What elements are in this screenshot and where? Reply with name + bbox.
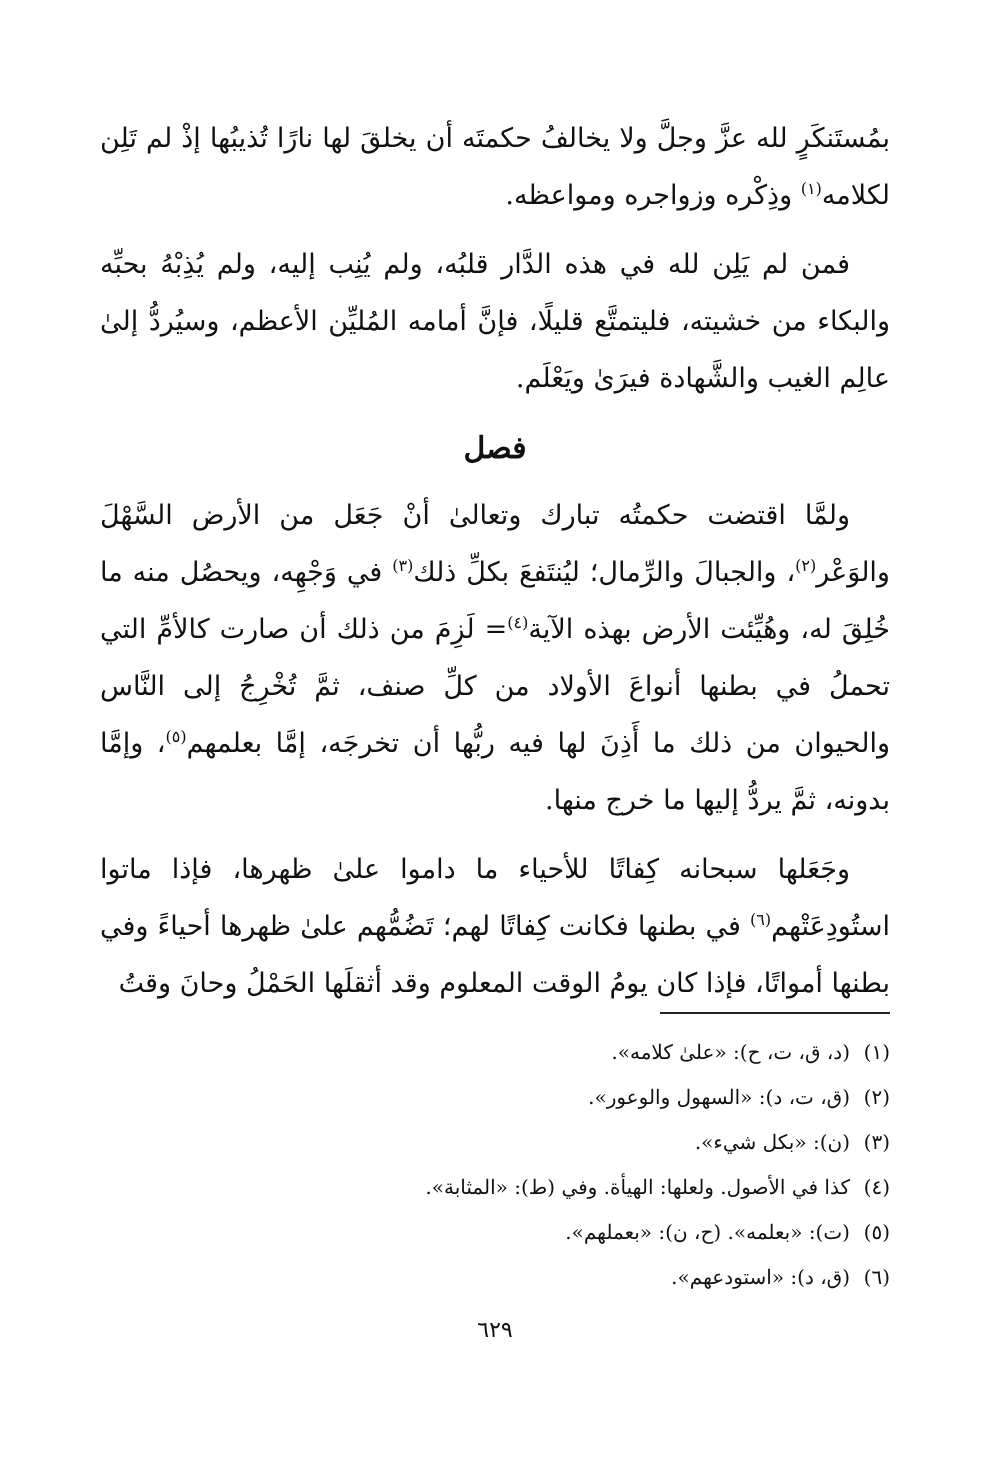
paragraph-4-part-b: في بطنها فكانت كِفاتًا لهم؛ تَضُمُّهم علىٰ ظهرها أحياءً وفي بطنها أمواتًا، فإذا كان يومُ الوقت المعلوم وقد أثقلَها الحَمْلُ وحانَ وقتُ [100,911,890,999]
footnote-6-text: (ق، د): «استودعهم». [671,1265,850,1289]
footnote-3-number: (٣) [863,1130,890,1154]
paragraph-4-part-a: وجَعَلها سبحانه كِفاتًا للأحياء ما داموا علىٰ ظهرها، فإذا ماتوا استُودِعَتْهم [100,854,890,942]
footnote-5-text: (ت): «بعلمه». (ح، ن): «بعملهم». [565,1220,850,1244]
footnote-2-text: (ق، ت، د): «السهول والوعور». [588,1085,850,1109]
footnote-5-number: (٥) [863,1220,890,1244]
footnote-2-number: (٢) [863,1085,890,1109]
paragraph-4 [100,841,890,1012]
paragraph-3-part-c: في وَجْهِه، ويحصُل منه ما خُلِقَ له، وهُيِّئت الأرض بهذه الآية [100,557,890,645]
footnote-3-text: (ن): «بكل شيء». [694,1130,850,1154]
page-body [100,110,890,1024]
paragraph-1-tail: وذِكْره وزواجره ومواعظه. [505,180,793,211]
paragraph-2: فمن لم يَلِن لله في هذه الدَّار قلبُه، ولم يُنِب إليه، ولم يُذِبْهُ بحبِّه والبكاء من خشيته، فليتمتَّع قليلًا، فإنَّ أمامه المُليِّن الأعظم، وسيُردُّ إلىٰ عالِم الغيب والشَّهادة فيرَىٰ ويَعْلَم. [100,249,890,394]
footnote-ref-6[interactable]: (٦) [749,910,772,929]
paragraph-1-text: بمُستَنكَرٍ لله عزَّ وجلَّ ولا يخالفُ حكمتَه أن يخلقَ لها نارًا تُذيبُها إذْ لم تَلِن لكلامه [100,123,890,211]
paragraph-3-part-b: ، والجبالَ والرِّمال؛ ليُنتَفعَ بكلِّ ذلك [413,557,796,588]
footnote-1 [100,1030,890,1075]
footnote-2 [100,1075,890,1120]
footnote-ref-3[interactable]: (٣) [392,556,414,575]
footnote-divider [660,1012,890,1014]
footnote-3 [100,1120,890,1165]
footnote-5 [100,1210,890,1255]
footnote-6 [100,1255,890,1300]
paragraph-3-part-a: ولمَّا اقتضت حكمتُه تبارك وتعالىٰ أنْ جَعَل من الأرض السَّهْلَ والوَعْر [100,500,890,588]
footnote-1-text: (د، ق، ت، ح): «علىٰ كلامه». [611,1040,850,1064]
footnote-6-number: (٦) [863,1265,890,1289]
footnote-ref-5[interactable]: (٥) [165,727,187,746]
footnote-ref-2[interactable]: (٢) [795,556,817,575]
page-number: ٦٢٩ [477,1318,513,1343]
footnote-4-text: كذا في الأصول. ولعلها: الهيأة. وفي (ط): «المثابة». [425,1175,850,1199]
footnotes-list [100,1030,890,1300]
paragraph-3 [100,487,890,829]
footnote-1-number: (١) [863,1040,890,1064]
footnote-4 [100,1165,890,1210]
paragraph-3-part-e: ، وإمَّا بدونه، ثمَّ يردُّ إليها ما خرج منها. [100,728,890,816]
paragraph-1 [100,110,890,224]
footnote-ref-1[interactable]: (١) [800,179,822,198]
paragraph-3-part-d: = لَزِمَ من ذلك أن صارت كالأمِّ التي تحملُ في بطنها أنواعَ الأولاد من كلِّ صنف، ثمَّ تُخْرِجُ إلى النَّاس والحيوان من ذلك ما أَذِنَ لها فيه ربُّها أن تخرجَه، إمَّا بعلمهم [100,614,890,759]
footnote-4-number: (٤) [863,1175,890,1199]
footnote-ref-4[interactable]: (٤) [507,613,529,632]
section-heading: فصل [463,431,527,466]
